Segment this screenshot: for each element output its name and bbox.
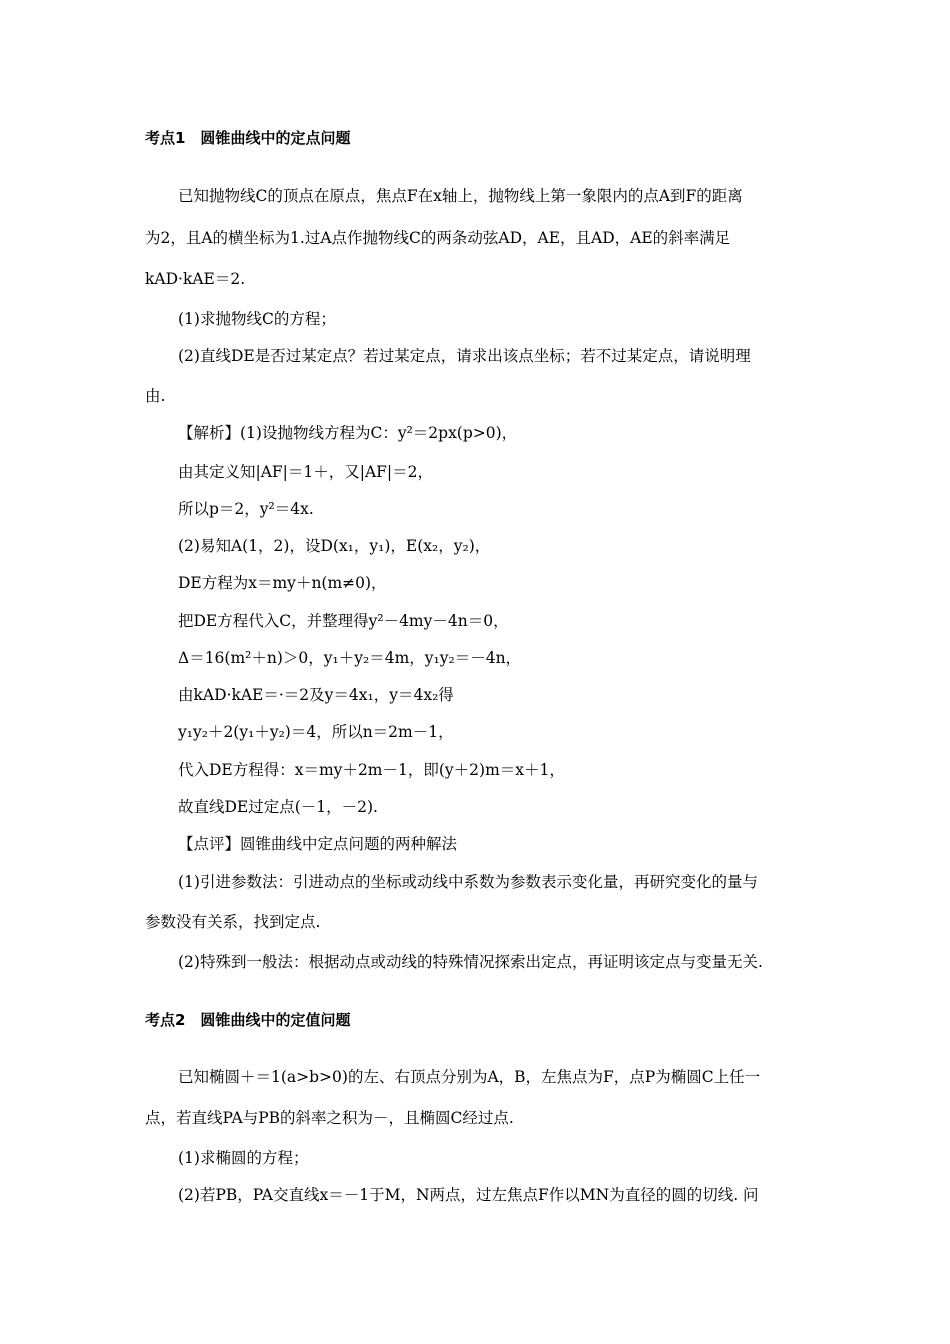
problem-1-line-1: 已知抛物线C的顶点在原点，焦点F在x轴上，抛物线上第一象限内的点A到F的距离 — [178, 187, 743, 205]
solution-line-11: 故直线DE过定点(－1，－2). — [178, 798, 378, 816]
solution-line-8: 由kAD·kAE＝·＝2及y＝4x₁，y＝4x₂得 — [178, 686, 454, 704]
review-line-4: (2)特殊到一般法：根据动点或动线的特殊情况探索出定点，再证明该定点与变量无关. — [178, 953, 763, 971]
solution-line-5: DE方程为x＝my＋n(m≠0)， — [178, 574, 387, 592]
review-line-3: 参数没有关系，找到定点. — [145, 913, 321, 931]
question-2-1: (1)求椭圆的方程； — [178, 1149, 309, 1167]
solution-line-9: y₁y₂＋2(y₁＋y₂)＝4，所以n＝2m－1， — [178, 723, 454, 741]
solution-line-2: 由其定义知|AF|＝1＋，又|AF|＝2， — [178, 463, 434, 481]
review-line-2: (1)引进参数法：引进动点的坐标或动线中系数为参数表示变化量，再研究变化的量与 — [178, 873, 758, 891]
solution-line-6: 把DE方程代入C，并整理得y²－4my－4n＝0， — [178, 612, 509, 630]
question-1-2-line-2: 由. — [145, 387, 166, 405]
problem-2-line-2: 点，若直线PA与PB的斜率之积为－，且椭圆C经过点. — [145, 1109, 514, 1127]
solution-line-4: (2)易知A(1，2)，设D(x₁，y₁)，E(x₂，y₂)， — [178, 537, 491, 555]
solution-line-3: 所以p＝2，y²＝4x. — [178, 500, 314, 518]
review-line-1: 【点评】圆锥曲线中定点问题的两种解法 — [178, 835, 458, 853]
solution-line-1: 【解析】(1)设抛物线方程为C：y²＝2px(p>0)， — [178, 424, 518, 442]
section-1-heading: 考点1 圆锥曲线中的定点问题 — [145, 129, 351, 147]
solution-line-10: 代入DE方程得：x＝my＋2m－1，即(y＋2)m＝x＋1， — [178, 761, 565, 779]
question-1-2-line-1: (2)直线DE是否过某定点？若过某定点，请求出该点坐标；若不过某定点，请说明理 — [178, 347, 751, 365]
solution-line-7: Δ＝16(m²＋n)＞0，y₁＋y₂＝4m，y₁y₂＝－4n， — [178, 649, 522, 667]
problem-1-line-2: 为2，且A的横坐标为1.过A点作抛物线C的两条动弦AD，AE，且AD，AE的斜率满足 — [145, 229, 731, 247]
section-2-heading: 考点2 圆锥曲线中的定值问题 — [145, 1011, 351, 1029]
problem-1-line-3: kAD·kAE＝2. — [145, 270, 246, 288]
problem-2-line-1: 已知椭圆＋＝1(a>b>0)的左、右顶点分别为A，B，左焦点为F，点P为椭圆C上任一 — [178, 1068, 761, 1086]
question-2-2: (2)若PB，PA交直线x＝－1于M，N两点，过左焦点F作以MN为直径的圆的切线. 问 — [178, 1186, 759, 1204]
question-1-1: (1)求抛物线C的方程； — [178, 310, 336, 328]
